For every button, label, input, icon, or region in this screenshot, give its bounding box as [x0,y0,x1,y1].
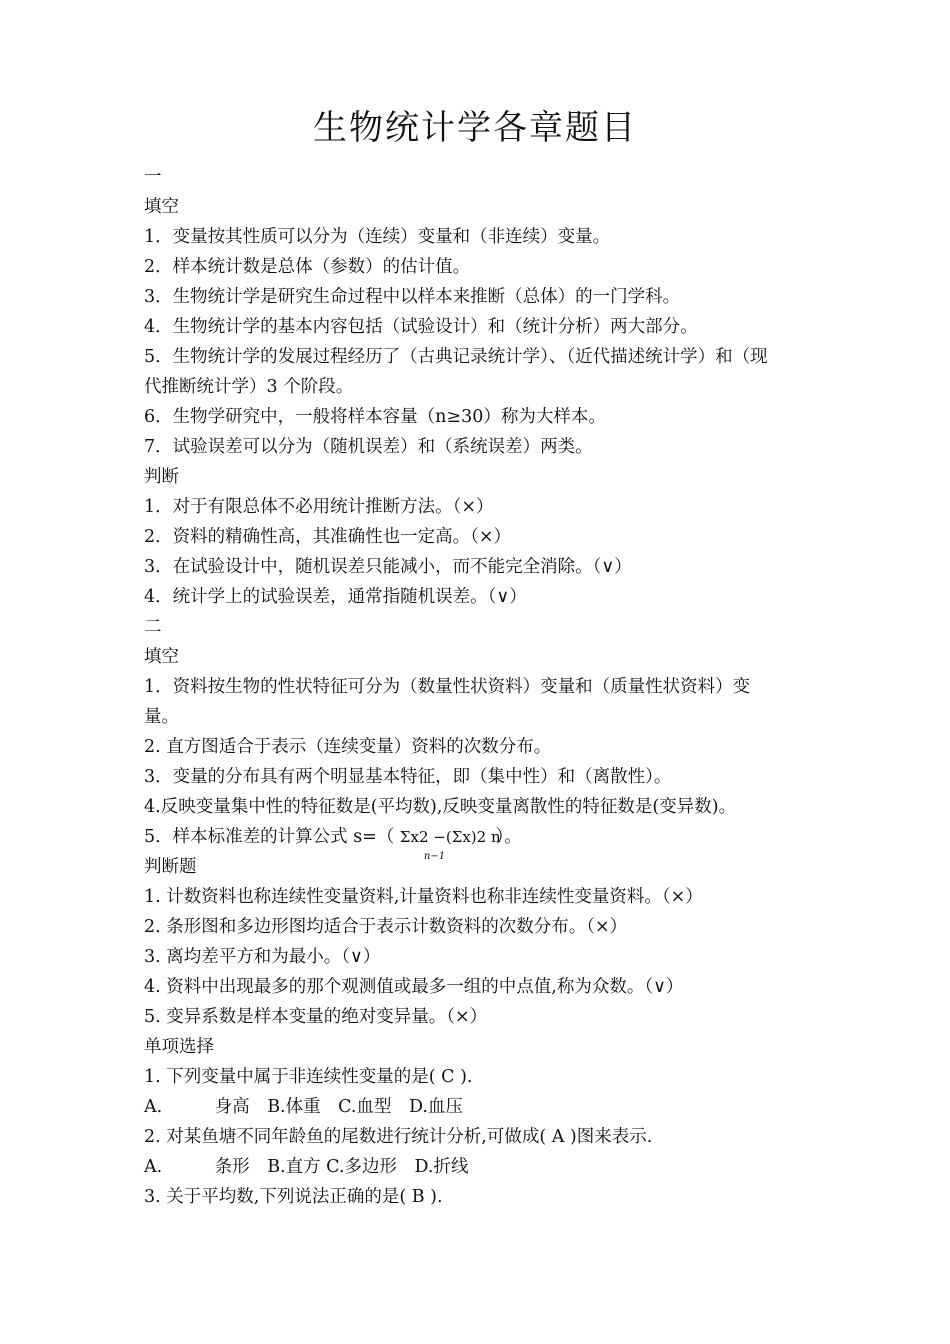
question-line: 1．对于有限总体不必用统计推断方法。（×） [144,497,494,517]
document-title: 生物统计学各章题目 [313,108,637,148]
question-line: 1．变量按其性质可以分为（连续）变量和（非连续）变量。 [144,227,611,247]
formula-denominator: n−1 [423,851,446,862]
answer-options: A. 身高 B.体重 C.血型 D.血压 [144,1097,463,1117]
formula-suffix: ）。 [495,827,522,847]
subsection-heading: 判断题 [144,857,197,877]
document-body [144,162,816,1212]
question-line: 3．生物统计学是研究生命过程中以样本来推断（总体）的一门学科。 [144,287,681,307]
question-line: 4．统计学上的试验误差，通常指随机误差。（∨） [144,587,527,607]
std-formula [399,822,501,862]
question-line: 2．资料的精确性高，其准确性也一定高。（×） [144,527,512,547]
question-line: 量。 [144,707,179,727]
question-line: 2. 条形图和多边形图均适合于表示计数资料的次数分布。（×） [144,917,628,937]
question-line: 4. 资料中出现最多的那个观测值或最多一组的中点值,称为众数。（∨） [144,977,684,997]
section-heading-1: 一 [144,167,162,187]
question-line: 7．试验误差可以分为（随机误差）和（系统误差）两类。 [144,437,593,457]
subsection-heading: 判断 [144,467,179,487]
question-line: 1．资料按生物的性状特征可分为（数量性状资料）变量和（质量性状资料）变 [144,677,751,697]
question-line: 5. 变异系数是样本变量的绝对变异量。（×） [144,1007,488,1027]
question-line: 3．在试验设计中，随机误差只能减小，而不能完全消除。（∨） [144,557,632,577]
question-line: 代推断统计学）3 个阶段。 [144,377,354,397]
question-line: 3. 离均差平方和为最小。（∨） [144,947,381,967]
question-line: 3. 关于平均数,下列说法正确的是( B ). [144,1187,443,1207]
section-heading-2: 二 [144,617,162,637]
question-line: 6．生物学研究中，一般将样本容量（n≥30）称为大样本。 [144,407,606,427]
question-line: 4.反映变量集中性的特征数是(平均数),反映变量离散性的特征数是(变异数)。 [144,797,737,817]
subsection-heading: 填空 [144,197,179,217]
subsection-heading: 填空 [144,647,179,667]
answer-options: A. 条形 B.直方 C.多边形 D.折线 [144,1157,469,1177]
question-line: 3．变量的分布具有两个明显基本特征，即（集中性）和（离散性）。 [144,767,672,787]
formula-question [144,822,816,862]
subsection-heading: 单项选择 [144,1037,214,1057]
question-line: 5．生物统计学的发展过程经历了（古典记录统计学）、（近代描述统计学）和（现 [144,347,768,367]
question-line: 2. 对某鱼塘不同年龄鱼的尾数进行统计分析,可做成( A )图来表示. [144,1127,653,1147]
question-line: 2. 直方图适合于表示（连续变量）资料的次数分布。 [144,737,552,757]
question-line: 1. 计数资料也称连续性变量资料,计量资料也称非连续性变量资料。（×） [144,887,703,907]
formula-prefix: 5．样本标准差的计算公式 s=（ [144,827,395,847]
question-line: 2．样本统计数是总体（参数）的估计值。 [144,257,471,277]
formula-numerator: Σx2 −(Σx)2 n [399,828,501,846]
question-line: 4．生物统计学的基本内容包括（试验设计）和（统计分析）两大部分。 [144,317,698,337]
question-line: 1. 下列变量中属于非连续性变量的是( C ). [144,1067,473,1087]
